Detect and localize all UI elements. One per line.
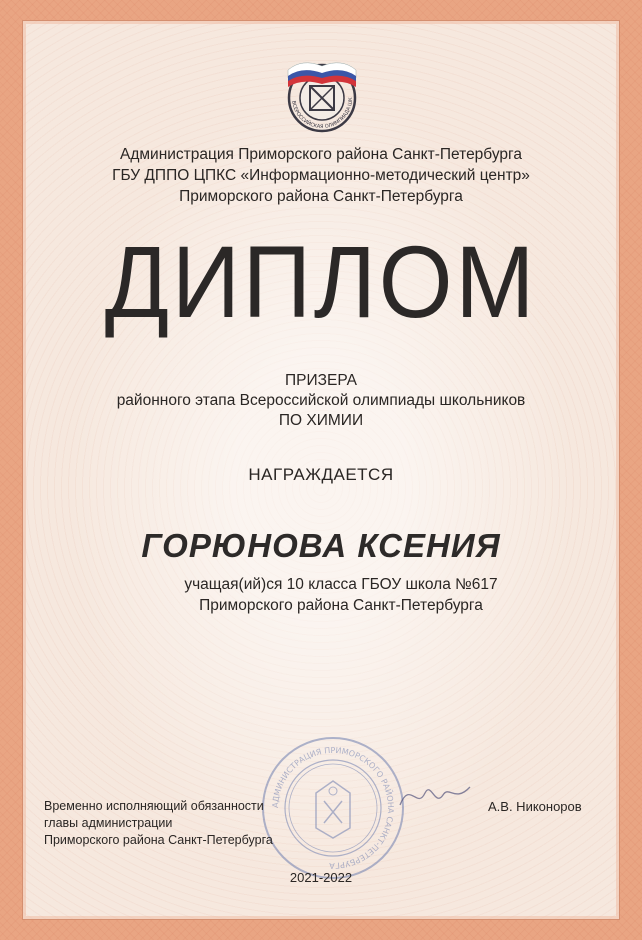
recipient-name: ГОРЮНОВА КСЕНИЯ	[141, 527, 501, 564]
diploma-subject: ПО ХИМИИ	[278, 412, 364, 429]
olympiad-emblem-icon	[280, 52, 364, 134]
recipient-info	[0, 574, 642, 616]
issuer-line-1: Администрация Приморского района Санкт-Петербурга	[120, 146, 522, 163]
recipient-school: учащая(ий)ся 10 класса ГБОУ школа №617	[184, 576, 498, 593]
issuer-header	[0, 144, 642, 207]
handwritten-signature	[395, 775, 475, 815]
signatory-position-line-3: Приморского района Санкт-Петербурга	[44, 833, 273, 847]
stamp-ring-text: АДМИНИСТРАЦИЯ ПРИМОРСКОГО РАЙОНА САНКТ-ПЕТЕРБУРГА	[270, 745, 396, 871]
award-label: НАГРАЖДАЕТСЯ	[248, 465, 394, 484]
diploma-title: ДИПЛОМ	[104, 225, 538, 339]
diploma-degree: ПРИЗЕРА	[285, 372, 357, 389]
diploma-event: районного этапа Всероссийской олимпиады школьников	[116, 392, 526, 409]
issuer-line-2: ГБУ ДППО ЦПКС «Информационно-методический центр»	[112, 167, 530, 184]
signatory-position-line-2: главы администрации	[44, 816, 173, 830]
signatory-name: А.В. Никоноров	[488, 799, 582, 814]
emblem-ring-text: ВСЕРОССИЙСКАЯ ОЛИМПИАДА ШК	[290, 97, 355, 131]
recipient-district: Приморского района Санкт-Петербурга	[199, 597, 483, 614]
official-stamp-icon	[258, 733, 408, 883]
issuer-line-3: Приморского района Санкт-Петербурга	[179, 188, 463, 205]
signatory-position	[44, 798, 273, 849]
academic-year: 2021-2022	[289, 870, 353, 885]
signatory-position-line-1: Временно исполняющий обязанности	[44, 799, 264, 813]
diploma-description	[0, 371, 642, 431]
